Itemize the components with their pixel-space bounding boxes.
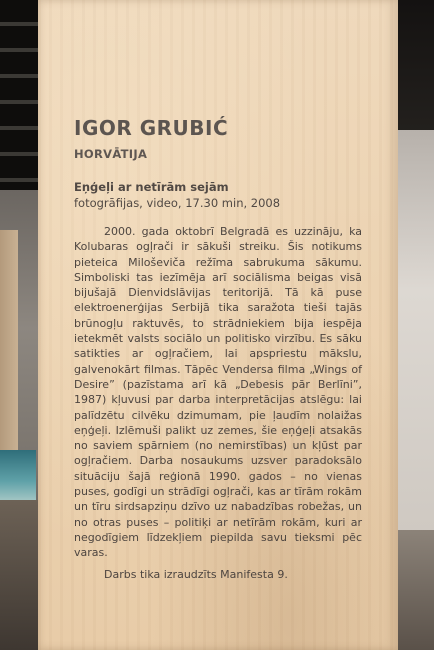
- gallery-right-wall: [398, 130, 434, 530]
- gallery-right-floor: [398, 530, 434, 650]
- selection-credit: Darbs tika izraudzīts Manifesta 9.: [104, 568, 288, 581]
- gallery-right-ceiling: [398, 0, 434, 150]
- gallery-left-panel: [0, 230, 18, 460]
- gallery-display-screen: [0, 450, 36, 502]
- description-text: [74, 224, 362, 561]
- work-title: Eņģeļi ar netīrām sejām: [74, 180, 229, 194]
- work-details: fotogrāfijas, video, 17.30 min, 2008: [74, 196, 281, 210]
- gallery-ceiling: [0, 0, 40, 190]
- artist-country: HORVĀTIJA: [74, 147, 148, 161]
- gallery-left-floor: [0, 500, 40, 650]
- wall-label-board: [38, 0, 398, 650]
- artist-name: IGOR GRUBIĆ: [74, 116, 229, 140]
- description-paragraph: 2000. gada oktobrī Belgradā es uzzināju, ka Kolubaras ogļrači ir sākuši streiku. Šis notikums pieteica Miloševiča režīma sabrukuma sākumu. Simboliski tas iezīmēja arī sociālisma beigas visā bijušajā Dienvidslāvijas teritorijā. Tā kā puse elektroenerģijas Serbijā tika saražota tieši tajās brūnogļu raktuvēs, to strādniekiem bija iespēja ietekmēt valsts sociālo un politisko virzību. Es sāku satikties ar ogļračiem, lai apspriestu mākslu, galvenokārt filmas. Tāpēc Vendersa filma „Wings of Desire” (pazīstama arī kā „Debesis pār Berlīni”, 1987) kļuvusi par darba interpretācijas atslēgu: lai palīdzētu cilvēku dzimumam, pie ļaudīm nolaižas eņģeļi. Izlēmuši palikt uz zemes, šie eņģeļi atsakās no saviem spārniem (no nemirstības) un kļūst par ogļračiem. Darba nosaukums uzsver paradoksālo situāciju šajā reģionā 1990. gados – no vienas puses, godīgi un strādīgi ogļrači, kas ar tīrām rokām un tīru sirdsapziņu dzīvo uz nabadzības robežas, un no otras puses – politiķi ar netīrām rokām, kuri ar negodīgiem līdzekļiem piepilda savu tieksmi pēc varas.: [74, 225, 362, 560]
